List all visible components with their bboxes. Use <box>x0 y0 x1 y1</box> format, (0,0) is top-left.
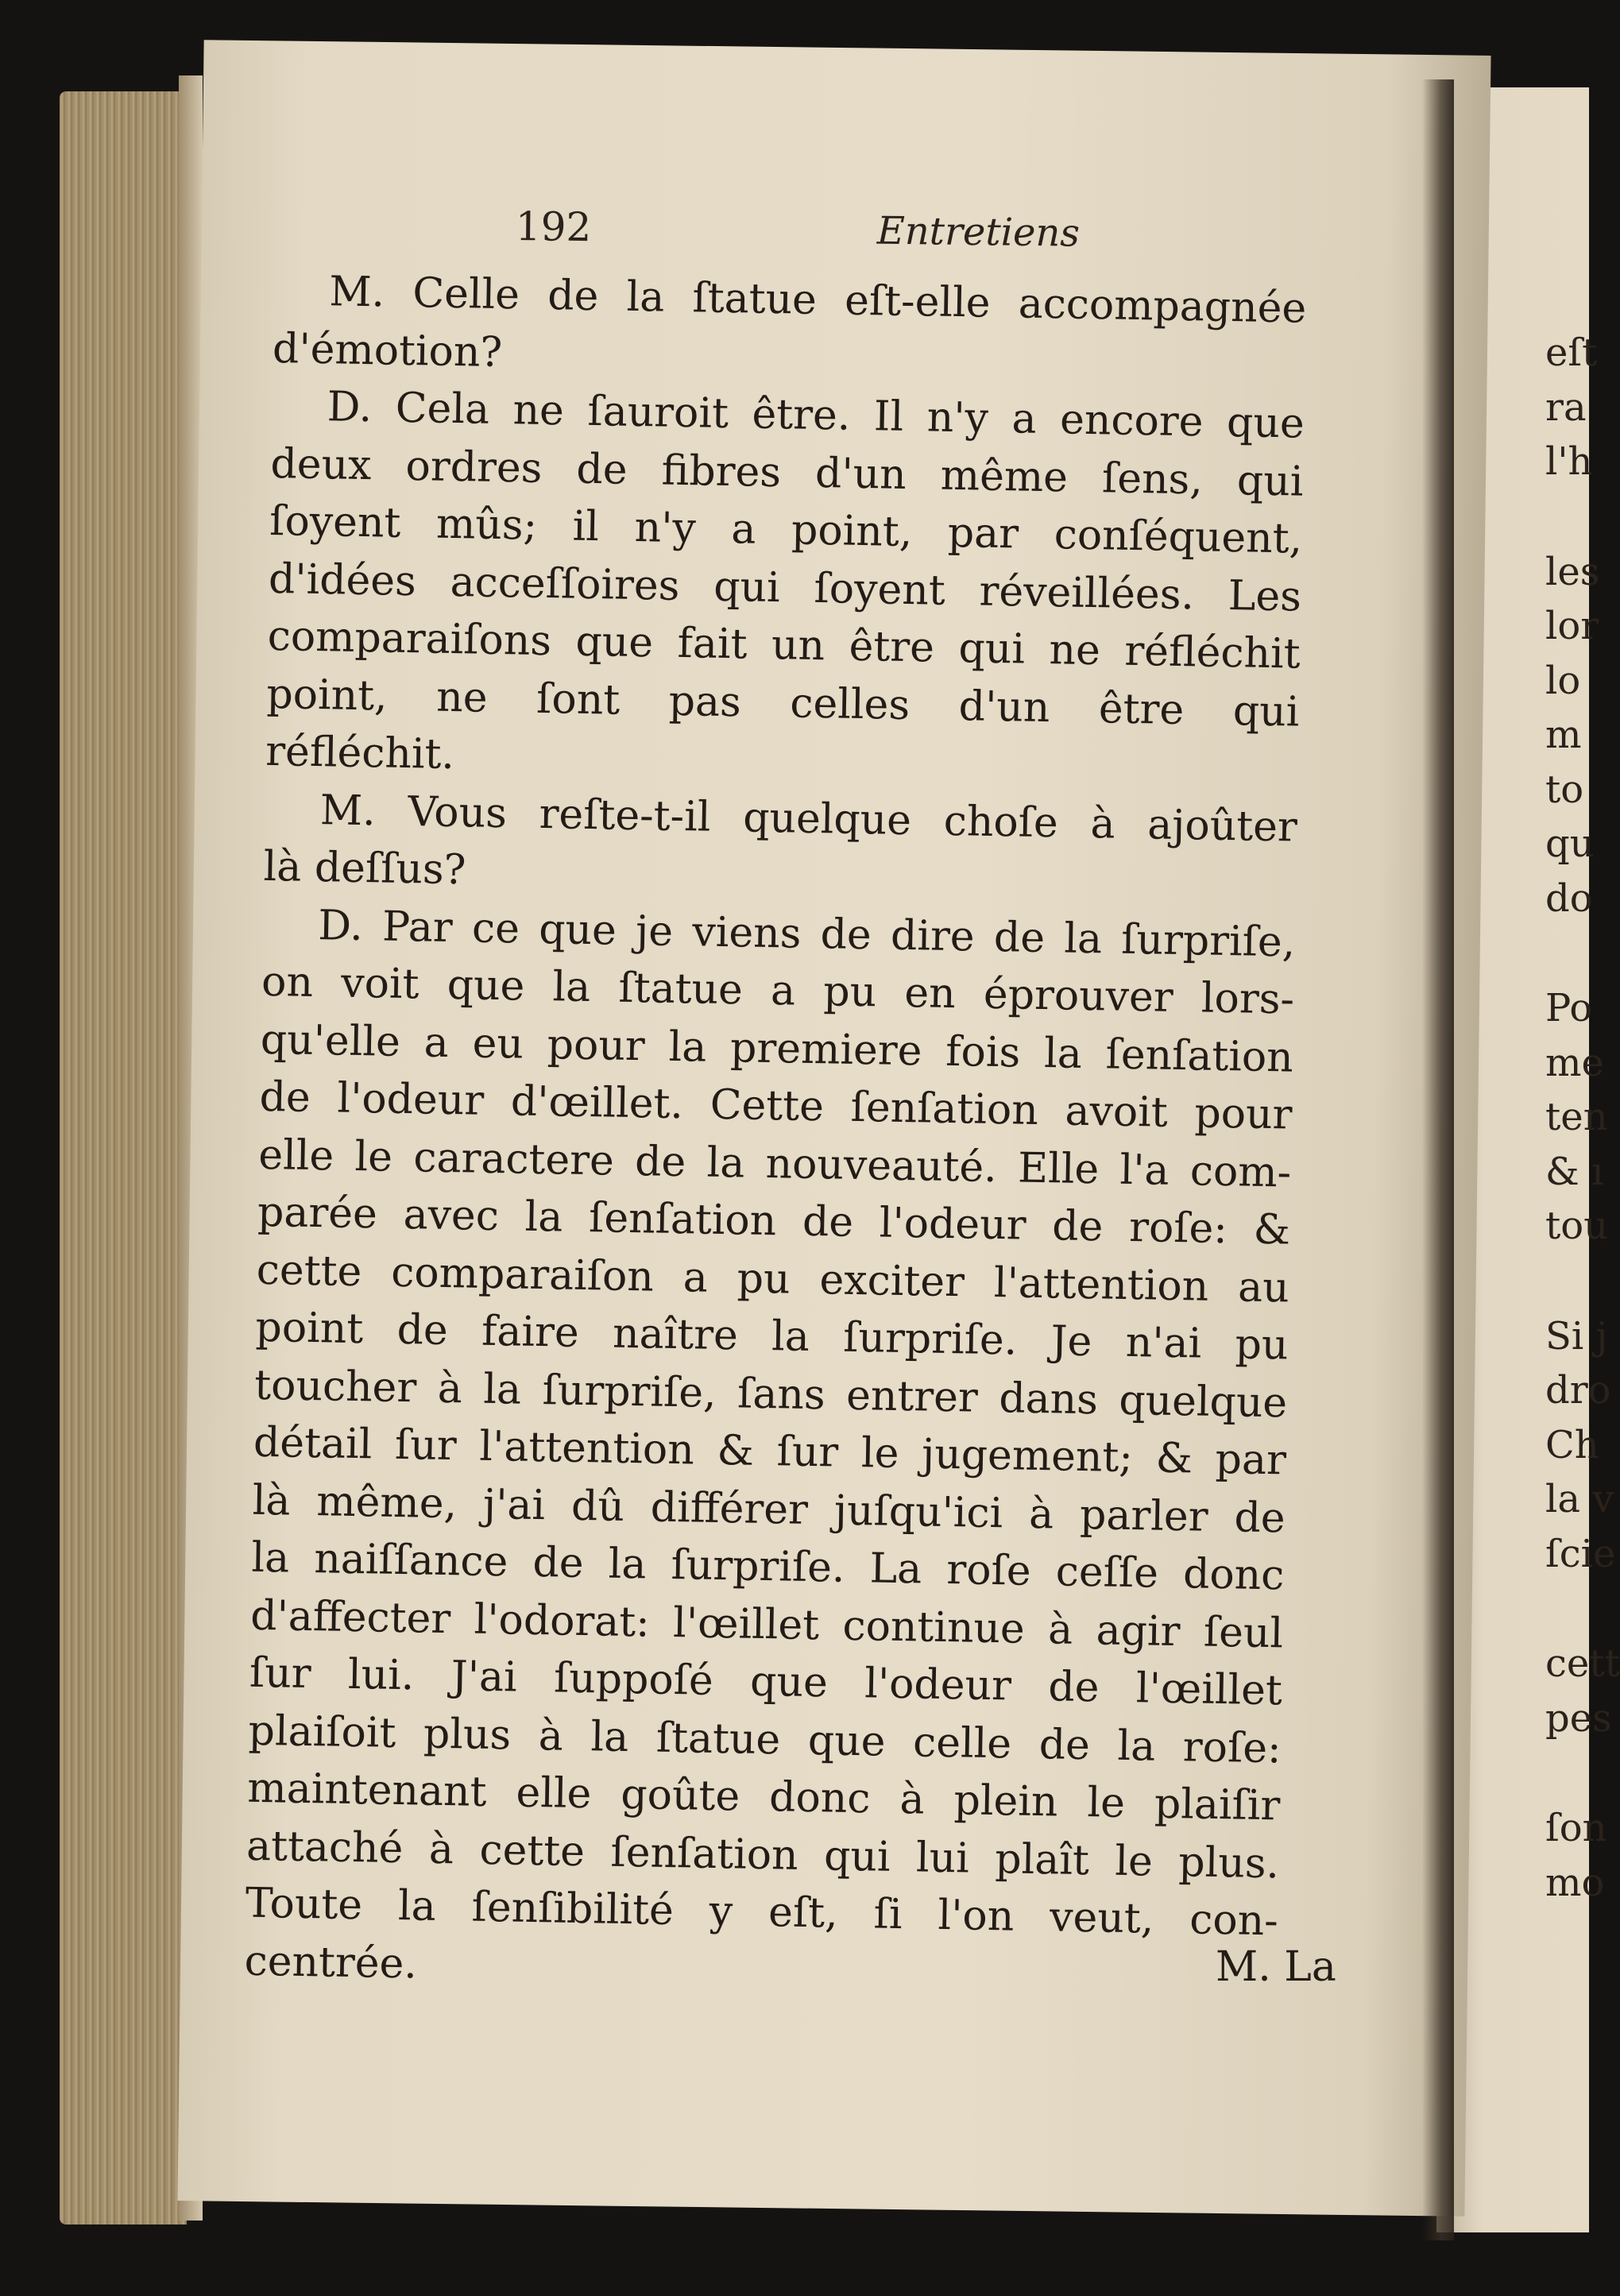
facing-line: ten <box>1545 1095 1608 1139</box>
facing-line: ra <box>1545 385 1587 430</box>
facing-line: lo <box>1545 658 1581 703</box>
text-line: ſur lui. J'ai ſuppoſé que l'odeur de l'œillet <box>249 1649 1283 1715</box>
catchword: M. La <box>1216 1943 1336 1991</box>
text-line: centrée. <box>244 1937 418 1988</box>
text-line: on voit que la ſtatue a pu en éprouver lors- <box>261 957 1295 1024</box>
text-line: elle le caractere de la nouveauté. Elle l'a com- <box>257 1131 1292 1197</box>
facing-line: to <box>1545 767 1584 812</box>
facing-line: mo <box>1545 1860 1605 1905</box>
facing-line: ſon <box>1545 1806 1607 1850</box>
text-line: ſoyent mûs; il n'y a point, par conſéquent, <box>269 497 1303 563</box>
page-stack-edge <box>60 91 187 2224</box>
text-line: réfléchit. <box>265 727 455 779</box>
facing-line: Si j <box>1545 1313 1608 1359</box>
text-line: d'émotion? <box>272 324 503 377</box>
text-line: comparaiſons que fait un être qui ne réfléchit <box>267 612 1301 678</box>
text-line: attaché à cette ſenſation qui lui plaît le plus. <box>246 1822 1280 1888</box>
facing-line: tou <box>1545 1204 1609 1248</box>
body-text <box>244 262 1307 2008</box>
facing-line: les <box>1545 549 1600 594</box>
page-number: 192 <box>515 203 592 251</box>
facing-line: qu <box>1545 821 1595 866</box>
text-line: parée avec la ſenſation de l'odeur de roſe: & <box>257 1188 1291 1254</box>
running-head <box>202 159 1490 256</box>
facing-line: cett <box>1545 1641 1620 1686</box>
text-line: D. Cela ne ſauroit être. Il n'y a encore que <box>327 383 1305 448</box>
text-line: là même, j'ai dû différer juſqu'ici à parler de <box>252 1476 1286 1542</box>
text-line: qu'elle a eu pour la premiere fois la ſenſation <box>260 1015 1294 1082</box>
text-line: D. Par ce que je viens de dire de la ſurpriſe, <box>317 901 1296 967</box>
text-line: Toute la ſenſibilité y eſt, ſi l'on veut, con- <box>245 1879 1279 1946</box>
text-line: détail ſur l'attention & ſur le jugement; & par <box>253 1418 1287 1485</box>
text-line: point, ne ſont pas celles d'un être qui <box>265 670 1300 736</box>
facing-line: la v <box>1545 1477 1614 1521</box>
facing-line: eſt <box>1545 330 1598 375</box>
text-line: la naiſſance de la ſurpriſe. La roſe ceſſe donc <box>251 1533 1285 1600</box>
facing-line: pes <box>1545 1695 1612 1741</box>
facing-line: dro <box>1545 1368 1611 1413</box>
book-gutter <box>1422 79 1454 2240</box>
text-line: M. Celle de la ſtatue eſt-elle accompagnée <box>328 268 1307 333</box>
facing-line: Ch <box>1545 1422 1599 1467</box>
facing-line: & ı <box>1545 1149 1604 1194</box>
facing-line: me <box>1545 1040 1604 1085</box>
facing-line: l'h <box>1545 439 1593 484</box>
text-line: d'idées acceſſoires qui ſoyent réveillées. Les <box>268 555 1302 621</box>
text-line: M. Vous reſte-t-il quelque choſe à ajoûter <box>319 786 1298 852</box>
text-line: d'affecter l'odorat: l'œillet continue à agir ſeul <box>249 1591 1284 1657</box>
text-line: là deſſus? <box>263 842 466 895</box>
text-line: toucher à la ſurpriſe, ſans entrer dans quelque <box>253 1361 1288 1427</box>
text-line: point de faire naître la ſurpriſe. Je n'ai pu <box>255 1303 1289 1370</box>
text-line: cette comparaiſon a pu exciter l'attention au <box>256 1246 1290 1312</box>
text-line: maintenant elle goûte donc à plein le plaiſir <box>246 1764 1281 1830</box>
facing-line: ſcie <box>1545 1531 1616 1576</box>
text-line: deux ordres de fibres d'un même ſens, qui <box>270 439 1304 506</box>
facing-line: do <box>1545 875 1593 921</box>
facing-line: Po <box>1545 986 1593 1030</box>
text-line: plaiſoit plus à la ſtatue que celle de la roſe: <box>248 1707 1282 1772</box>
text-line: de l'odeur d'œillet. Cette ſenſation avoit pour <box>259 1073 1293 1139</box>
facing-line: lor <box>1545 604 1599 648</box>
facing-line: m <box>1545 713 1582 757</box>
running-title: Entretiens <box>876 208 1081 256</box>
facing-page-text <box>1545 326 1620 1910</box>
